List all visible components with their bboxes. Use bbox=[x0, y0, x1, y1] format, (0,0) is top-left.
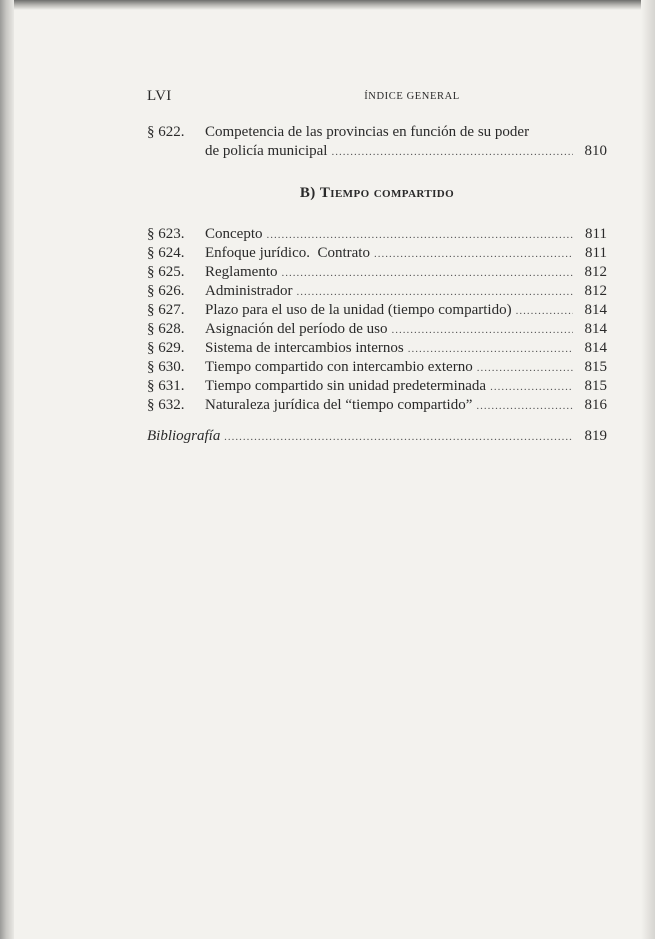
toc-entry-page: 811 bbox=[585, 226, 607, 242]
toc-entry-page: 815 bbox=[584, 378, 607, 394]
toc-entry-page: 811 bbox=[585, 245, 607, 261]
toc-entry bbox=[147, 301, 607, 320]
toc-entry-page: 812 bbox=[584, 264, 607, 280]
toc-entry-number: § 623. bbox=[147, 226, 185, 242]
toc-entry-title: Tiempo compartido sin unidad predeterminada bbox=[205, 378, 487, 394]
toc-entry-title: Naturaleza jurídica del “tiempo compartido” bbox=[205, 397, 473, 413]
page-header bbox=[147, 88, 607, 108]
toc-entry-page: 814 bbox=[584, 340, 607, 356]
bibliography-page: 819 bbox=[584, 428, 607, 444]
scan-top-shadow bbox=[0, 0, 655, 10]
dot-leader bbox=[331, 143, 573, 162]
dot-leader bbox=[490, 378, 573, 397]
toc-entry-number: § 624. bbox=[147, 245, 185, 261]
dot-leader bbox=[408, 340, 573, 359]
toc-entry-622 bbox=[147, 123, 607, 161]
toc-entry bbox=[147, 339, 607, 358]
toc-entry-number: § 631. bbox=[147, 378, 185, 394]
bibliography-label: Bibliografía bbox=[147, 428, 221, 444]
toc-entry-number: § 632. bbox=[147, 397, 185, 413]
toc-entry-title-line2: de policía municipal bbox=[205, 143, 328, 159]
dot-leader bbox=[476, 397, 573, 416]
toc-list bbox=[147, 225, 607, 415]
scan-left-shadow bbox=[0, 0, 14, 939]
toc-entry-title: Administrador bbox=[205, 283, 293, 299]
scan-right-shadow bbox=[641, 0, 655, 939]
dot-leader bbox=[374, 245, 573, 264]
dot-leader bbox=[391, 321, 573, 340]
bibliography-entry bbox=[147, 427, 607, 447]
toc-entry-page: 814 bbox=[584, 321, 607, 337]
dot-leader bbox=[297, 283, 574, 302]
toc-entry-page: 816 bbox=[584, 397, 607, 413]
toc-entry-number: § 626. bbox=[147, 283, 185, 299]
toc-entry-number: § 622. bbox=[147, 124, 185, 140]
toc-entry-number: § 627. bbox=[147, 302, 185, 318]
toc-entry bbox=[147, 263, 607, 282]
section-title: Tiempo compartido bbox=[319, 185, 455, 201]
section-heading bbox=[147, 185, 607, 202]
page-number: LVI bbox=[147, 88, 172, 104]
toc-entry-title: Plazo para el uso de la unidad (tiempo compartido) bbox=[205, 302, 512, 318]
dot-leader bbox=[267, 226, 574, 245]
toc-entry-page: 815 bbox=[584, 359, 607, 375]
toc-entry-title: Sistema de intercambios internos bbox=[205, 340, 404, 356]
toc-entry bbox=[147, 396, 607, 415]
toc-entry-number: § 629. bbox=[147, 340, 185, 356]
dot-leader bbox=[516, 302, 573, 321]
toc-entry bbox=[147, 244, 607, 263]
toc-entry bbox=[147, 320, 607, 339]
dot-leader bbox=[224, 428, 573, 447]
toc-entry bbox=[147, 225, 607, 244]
toc-entry-page: 812 bbox=[584, 283, 607, 299]
toc-entry-title: Asignación del período de uso bbox=[205, 321, 388, 337]
running-head: ÍNDICE GENERAL bbox=[364, 91, 460, 102]
toc-entry-title-line1: Competencia de las provincias en función de su poder bbox=[205, 124, 530, 140]
toc-entry bbox=[147, 377, 607, 396]
section-prefix: B) bbox=[299, 185, 316, 201]
toc-entry-number: § 628. bbox=[147, 321, 185, 337]
toc-entry bbox=[147, 282, 607, 301]
toc-entry-number: § 625. bbox=[147, 264, 185, 280]
toc-entry-page: 810 bbox=[584, 143, 607, 159]
dot-leader bbox=[281, 264, 573, 283]
toc-entry bbox=[147, 358, 607, 377]
toc-entry-title: Concepto bbox=[205, 226, 263, 242]
toc-entry-title: Reglamento bbox=[205, 264, 278, 280]
toc-entry-title: Tiempo compartido con intercambio externo bbox=[205, 359, 473, 375]
toc-entry-title: Enfoque jurídico. Contrato bbox=[205, 245, 370, 261]
toc-entry-number: § 630. bbox=[147, 359, 185, 375]
dot-leader bbox=[477, 359, 573, 378]
toc-entry-page: 814 bbox=[584, 302, 607, 318]
